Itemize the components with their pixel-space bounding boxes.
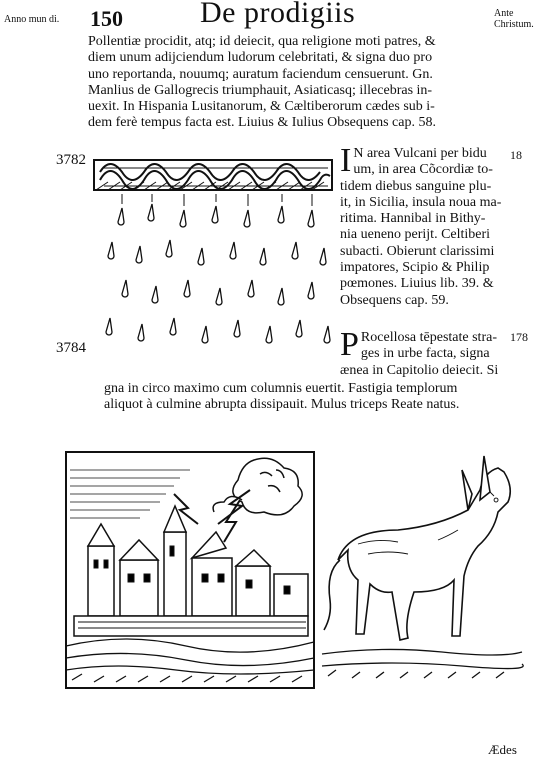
text-line: aliquot à culmine abrupta dissipauit. Mulus triceps Reate natus. <box>104 397 460 413</box>
entry-two-head <box>340 326 512 379</box>
storm-city-woodcut <box>64 450 316 690</box>
year-marker-second: 3784 <box>56 340 86 356</box>
mule-figure <box>324 456 510 640</box>
top-paragraph <box>88 34 498 132</box>
text-line: uexit. In Hispania Lusitanorum, & Cæltiberorum cædes sub i- <box>88 99 435 115</box>
right-margin-year: 178 <box>510 330 528 344</box>
text-line: Rocellosa tēpestate stra- <box>360 330 497 345</box>
catchword: Ædes <box>488 742 517 757</box>
text-line: diem unum adijciendum ludorum celebritati, & signa duo pro <box>88 50 433 66</box>
text-line: pœmones. Liuius lib. 39. & <box>340 276 494 292</box>
running-head-title: De prodigiis <box>200 0 356 29</box>
text-line: Manlius de Gallogrecis triumphauit, Asiaticasq; illecebras in- <box>88 82 433 98</box>
three-headed-mule-woodcut <box>318 440 524 690</box>
text-line: tidem diebus sanguine plu- <box>340 178 492 194</box>
page-number: 150 <box>90 6 123 31</box>
text-line: ænea in Capitolio deiecit. Si <box>340 362 499 378</box>
year-marker-first: 3782 <box>56 152 86 168</box>
blood-drops <box>106 204 330 343</box>
text-line: it, in Sicilia, insula noua ma- <box>340 194 502 210</box>
text-line: um, in area Cõcordiæ to- <box>353 162 493 178</box>
blood-rain-woodcut <box>92 150 336 370</box>
text-line: Obsequens cap. 59. <box>340 292 449 308</box>
text-line: subacti. Obierunt clarissimi <box>340 243 495 259</box>
text-line: ritima. Hannibal in Bithy- <box>340 211 486 227</box>
text-line: impatores, Scipio & Philip <box>340 260 490 276</box>
entry-two-body <box>104 381 514 414</box>
text-line: dem ferè tempus facta est. Liuius & Iulius Obsequens cap. 58. <box>88 115 436 131</box>
text-line: N area Vulcani per bidu <box>353 146 487 161</box>
dropcap: P <box>340 326 359 363</box>
entry-one <box>340 142 512 309</box>
left-margin-note: Anno mun di. <box>4 14 60 25</box>
text-line: nia ueneno perijt. Celtiberi <box>340 227 491 243</box>
ground <box>322 649 523 678</box>
cloud-band <box>94 160 332 190</box>
text-line: gna in circo maximo cum columnis euertit. Fastigia templorum <box>104 381 458 396</box>
dropcap: I <box>340 142 352 179</box>
text-line: Pollentiæ procidit, atq; id deiecit, qua religione moti patres, & <box>88 34 436 49</box>
right-margin-note: Ante Christum. <box>494 8 534 30</box>
text-line: ges in urbe facta, signa <box>360 346 490 362</box>
text-line: uno reportanda, nouumq; auratum faciendum censuerunt. Gn. <box>88 66 433 82</box>
right-margin-year: 18 <box>510 148 522 162</box>
